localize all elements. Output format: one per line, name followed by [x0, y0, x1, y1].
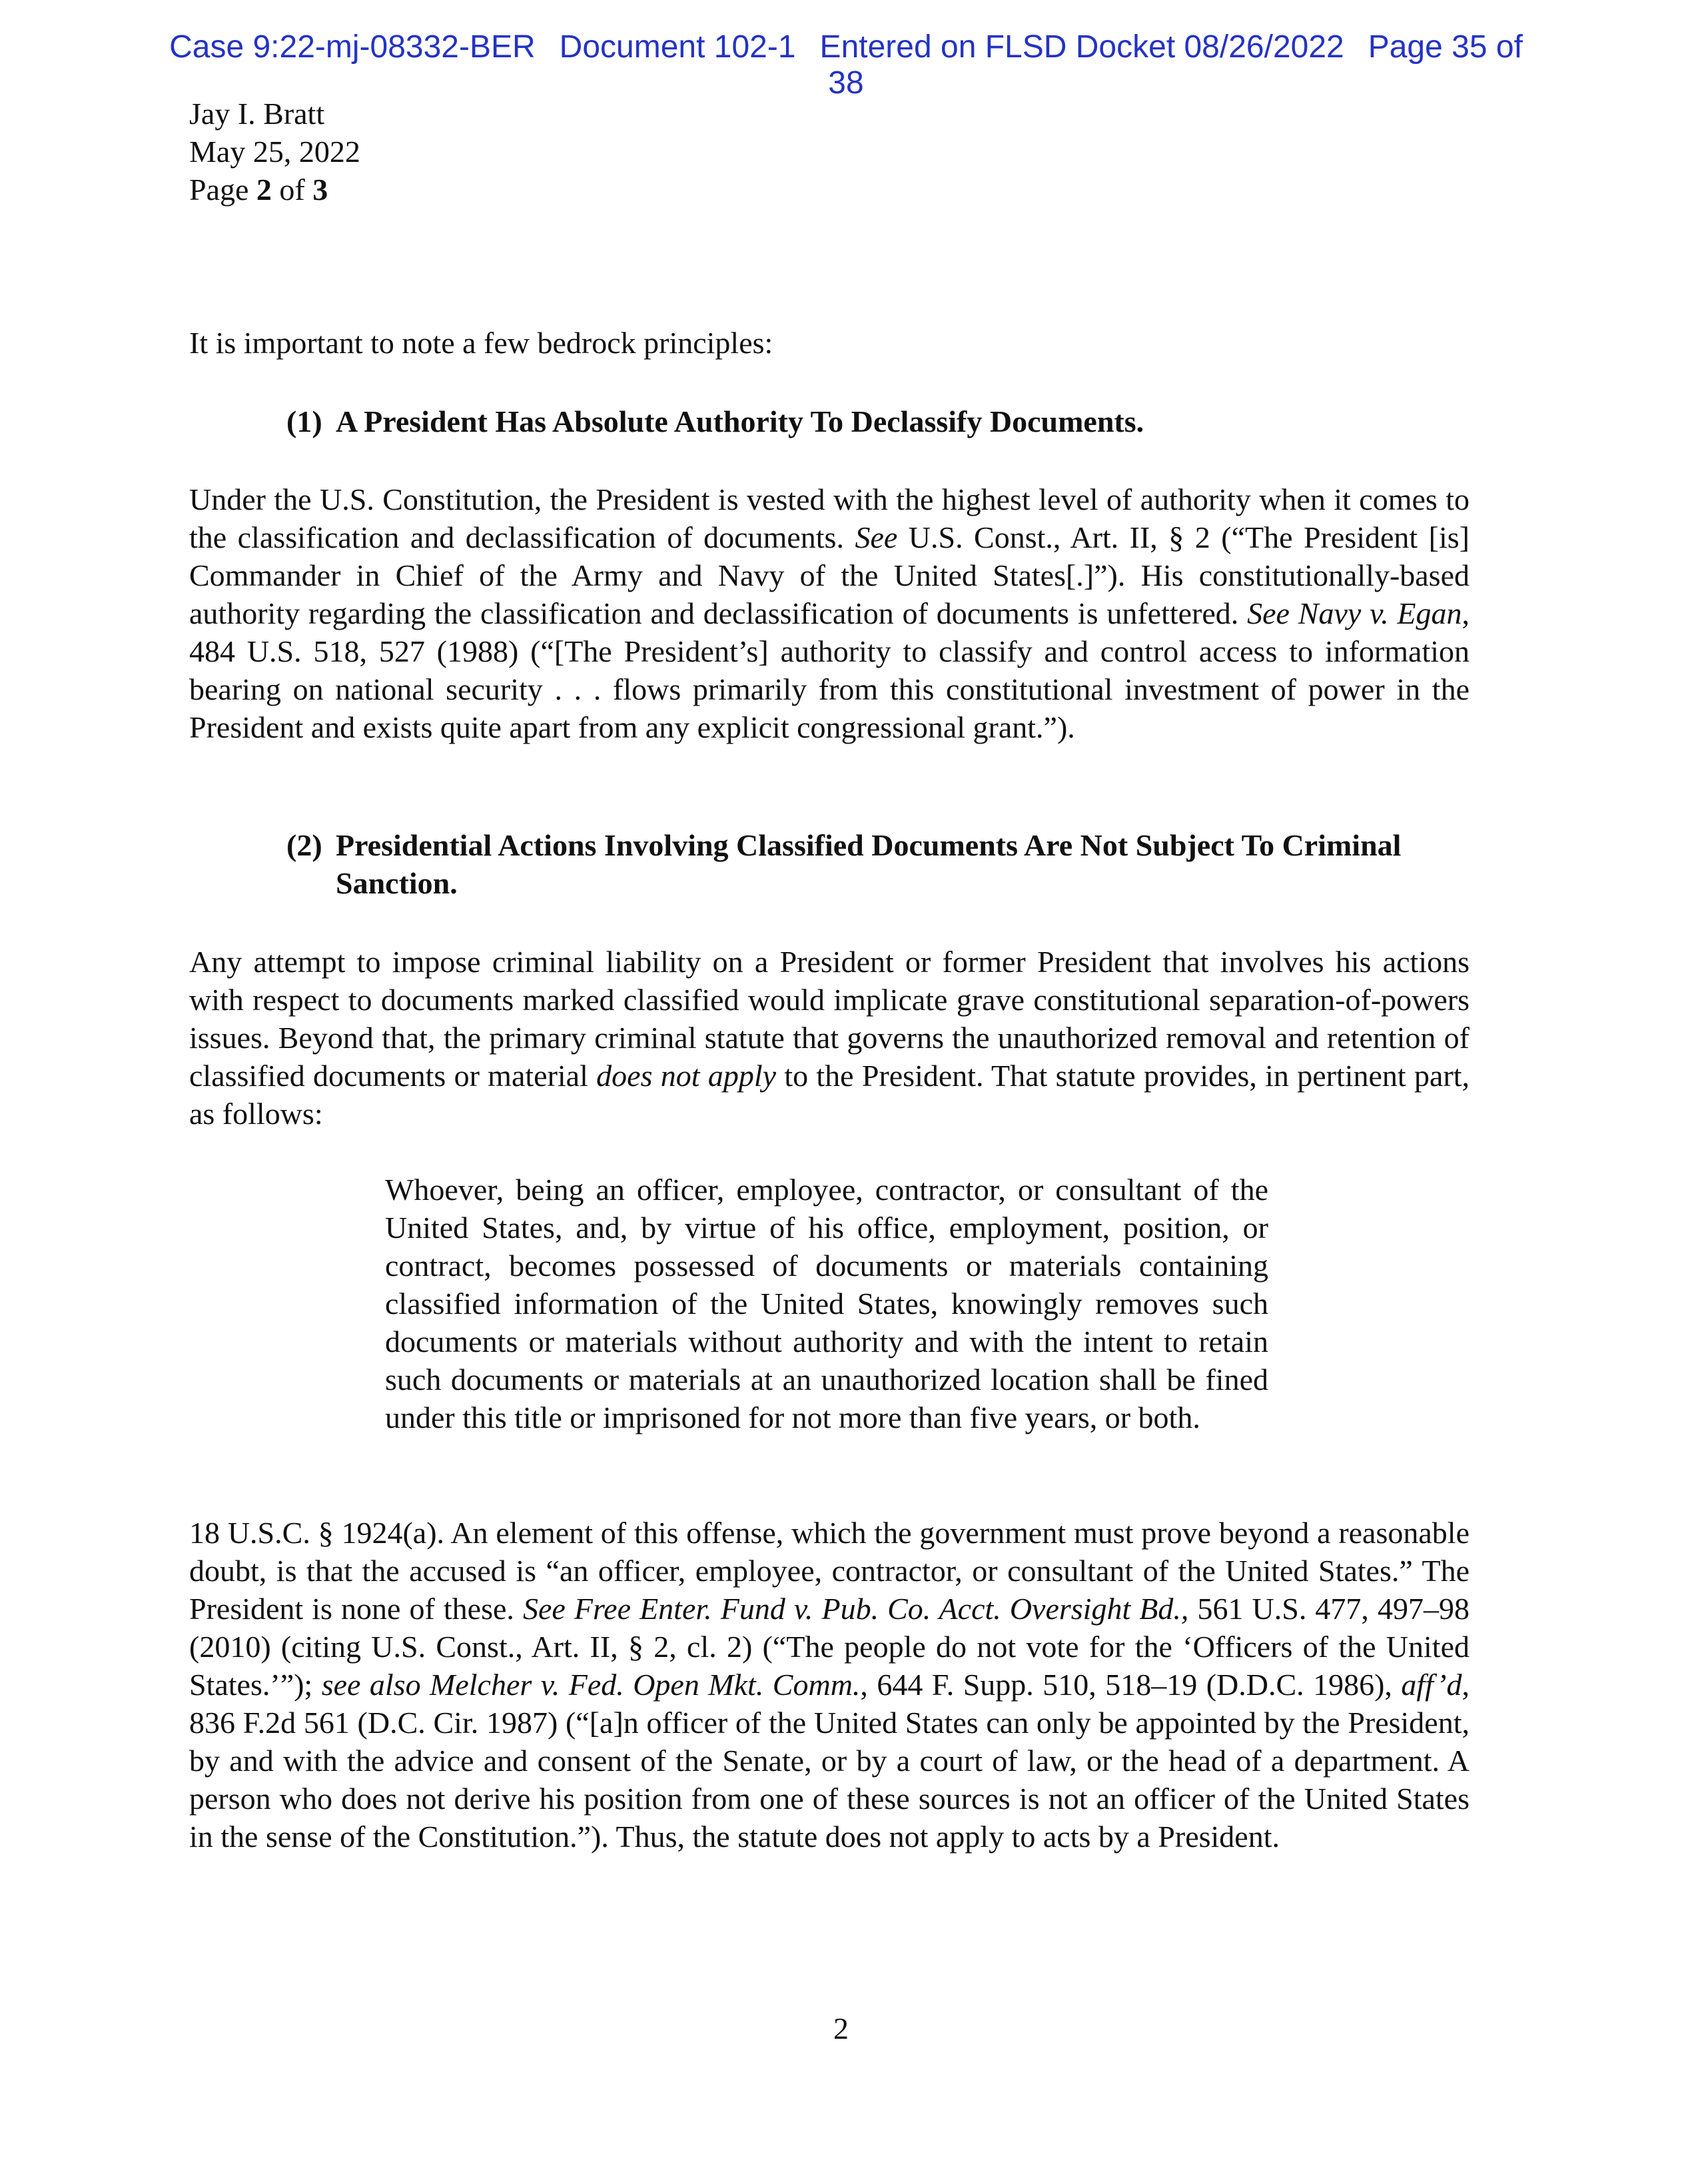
page-total: 3	[312, 173, 328, 207]
docket-stamp	[113, 29, 1579, 101]
p3-text-1: 18 U.S.C. § 1924(a). An element of this offense, which the government must prove beyond a reasonable doubt, is that the accused is “an officer, employee, contractor, or consultant of the United States.” The President is none of these.	[189, 1516, 1470, 1626]
p1-text-1: Under the U.S. Constitution, the President is vested with the highest level of authority when it comes to the classification and declassification of documents.	[189, 482, 1470, 554]
page-number: 2	[833, 2011, 849, 2045]
heading-1-number: (1)	[286, 404, 322, 438]
intro-paragraph: It is important to note a few bedrock principles:	[189, 326, 773, 360]
p3-case-name-1: See Free Enter. Fund v. Pub. Co. Acct. Oversight Bd.,	[522, 1592, 1189, 1626]
letter-page-indicator	[189, 171, 360, 209]
p3-affd: aff’d	[1401, 1668, 1462, 1702]
paragraph-3	[189, 1514, 1470, 1856]
letter-header	[189, 95, 360, 209]
docket-case-number: Case 9:22-mj-08332-BER	[169, 29, 536, 65]
page-prefix: Page	[189, 173, 256, 207]
p1-citation-signal: See	[855, 520, 898, 554]
p3-case-name-2: see also Melcher v. Fed. Open Mkt. Comm.	[321, 1668, 861, 1702]
paragraph-1	[189, 480, 1470, 746]
heading-1-text: A President Has Absolute Authority To Declassify Documents.	[336, 404, 1144, 438]
p3-text-4: , 836 F.2d 561 (D.C. Cir. 1987) (“[a]n officer of the United States can only be appointed by the President, by and with the advice and consent of the Senate, or by a court of law, or the head of a department. A person who does not derive his position from one of these sources is not an officer of the United States in the sense of the Constitution.”). Thus, the statute does not apply to acts by a President.	[189, 1668, 1470, 1854]
page-current: 2	[256, 173, 272, 207]
p2-text-2: to the President. That statute provides, in pertinent part, as follows:	[189, 1059, 1470, 1131]
heading-2-number: (2)	[286, 828, 322, 862]
recipient-name: Jay I. Bratt	[189, 97, 325, 131]
p1-text-3: , 484 U.S. 518, 527 (1988) (“[The President’s] authority to classify and control access to information bearing on national security . . . flows primarily from this constitutional investment of power in the President and exists quite apart from any explicit congressional grant.”).	[189, 596, 1470, 744]
p1-text-2: U.S. Const., Art. II, § 2 (“The President [is] Commander in Chief of the Army and Navy of the United States[.]”). His constitutionally-based authority regarding the classification and declassification of documents is unfettered.	[189, 520, 1470, 630]
paragraph-2	[189, 943, 1470, 1133]
p3-text-3: , 644 F. Supp. 510, 518–19 (D.D.C. 1986),	[860, 1668, 1402, 1702]
block-quote: Whoever, being an officer, employee, contractor, or consultant of the United States, and, by virtue of his office, employment, position, or contract, becomes possessed of documents or materials containing classified information of the United States, knowingly removes such documents or materials without authority and with the intent to retain such documents or materials at an unauthorized location shall be fined under this title or imprisoned for not more than five years, or both.	[385, 1173, 1268, 1434]
p1-case-name: See Navy v. Egan	[1247, 596, 1462, 630]
heading-2	[286, 826, 1470, 902]
page-of: of	[271, 173, 313, 207]
docket-page: Page 35 of	[1368, 29, 1523, 65]
docket-entered-date: Entered on FLSD Docket 08/26/2022	[819, 29, 1344, 65]
heading-1	[286, 402, 1470, 440]
letter-date: May 25, 2022	[189, 135, 360, 169]
docket-page-total: 38	[828, 65, 864, 101]
p2-emphasis: does not apply	[596, 1059, 777, 1093]
p2-text-1: Any attempt to impose criminal liability on a President or former President that involves his actions with respect to documents marked classified would implicate grave constitutional separation-of-powers issues. Beyond that, the primary criminal statute that governs the unauthorized removal and retention of classified documents or material	[189, 945, 1470, 1093]
docket-document-number: Document 102-1	[559, 29, 796, 65]
heading-2-text: Presidential Actions Involving Classified Documents Are Not Subject To Criminal Sanction.	[336, 828, 1402, 900]
p3-text-2: 561 U.S. 477, 497–98 (2010) (citing U.S. Const., Art. II, § 2, cl. 2) (“The people do not vote for the ‘Officers of the United States.’”);	[189, 1592, 1470, 1702]
